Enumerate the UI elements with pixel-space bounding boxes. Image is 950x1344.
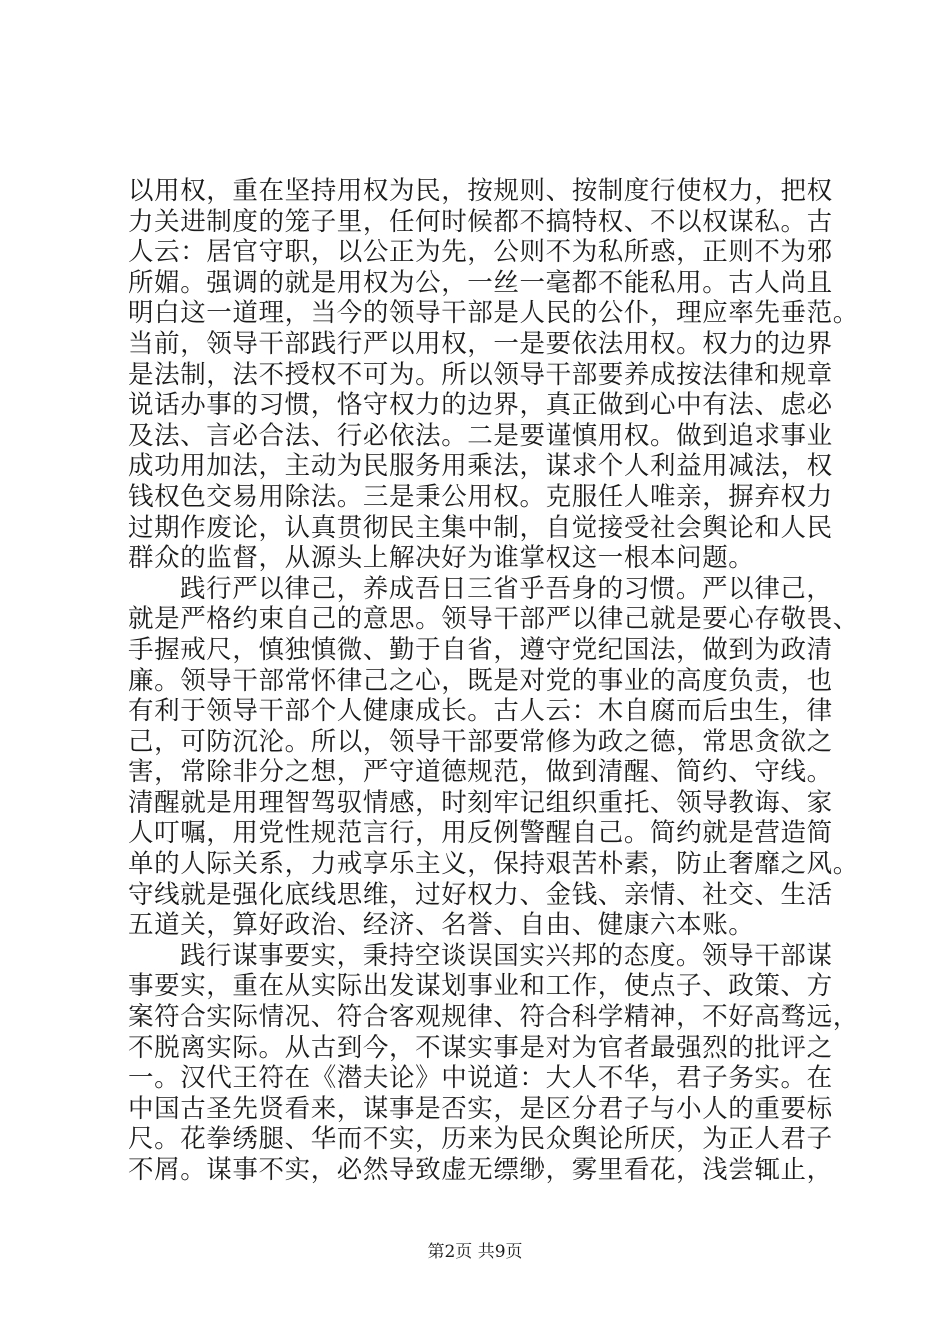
text-line: 及法、言必合法、行必依法。二是要谨慎用权。做到追求事业: [128, 420, 833, 451]
text-line: 中国古圣先贤看来，谋事是否实，是区分君子与小人的重要标: [128, 1093, 833, 1124]
text-line: 事要实，重在从实际出发谋划事业和工作，使点子、政策、方: [128, 971, 833, 1002]
text-line: 以用权，重在坚持用权为民，按规则、按制度行使权力，把权: [128, 176, 833, 206]
text-line: 己，可防沉沦。所以，领导干部要常修为政之德，常思贪欲之: [128, 726, 833, 757]
text-line: 不脱离实际。从古到今，不谋实事是对为官者最强烈的批评之: [128, 1032, 833, 1063]
text-line: 五道关，算好政治、经济、名誉、自由、健康六本账。: [128, 910, 755, 941]
text-line: 所媚。强调的就是用权为公，一丝一毫都不能私用。古人尚且: [128, 267, 833, 298]
page-number-footer: 第2页 共9页: [427, 1242, 523, 1262]
paragraph-first-line: 践行谋事要实，秉持空谈误国实兴邦的态度。领导干部谋: [180, 940, 833, 971]
text-line: 力关进制度的笼子里，任何时候都不搞特权、不以权谋私。古: [128, 206, 833, 237]
text-line: 是法制，法不授权不可为。所以领导干部要养成按法律和规章: [128, 359, 833, 390]
text-line: 明白这一道理，当今的领导干部是人民的公仆，理应率先垂范。: [128, 298, 859, 329]
text-line: 说话办事的习惯，恪守权力的边界，真正做到心中有法、虑必: [128, 390, 833, 421]
text-line: 害，常除非分之想，严守道德规范，做到清醒、简约、守线。: [128, 757, 833, 788]
text-line: 一。汉代王符在《潜夫论》中说道：大人不华，君子务实。在: [128, 1063, 833, 1094]
text-line: 群众的监督，从源头上解决好为谁掌权这一根本问题。: [128, 543, 755, 574]
text-line: 单的人际关系，力戒享乐主义，保持艰苦朴素，防止奢靡之风。: [128, 849, 859, 880]
text-line: 成功用加法，主动为民服务用乘法，谋求个人利益用减法，权: [128, 451, 833, 482]
text-line: 就是严格约束自己的意思。领导干部严以律己就是要心存敬畏、: [128, 604, 859, 635]
text-line: 不屑。谋事不实，必然导致虚无缥缈，雾里看花，浅尝辄止，: [128, 1155, 833, 1185]
paragraph-first-line: 践行严以律己，养成吾日三省乎吾身的习惯。严以律己，: [180, 573, 833, 604]
text-line: 当前，领导干部践行严以用权，一是要依法用权。权力的边界: [128, 328, 833, 359]
text-line: 过期作废论，认真贯彻民主集中制，自觉接受社会舆论和人民: [128, 512, 833, 543]
text-line: 人云：居官守职，以公正为先，公则不为私所惑，正则不为邪: [128, 237, 833, 268]
text-line: 人叮嘱，用党性规范言行，用反例警醒自己。简约就是营造简: [128, 818, 833, 849]
text-line: 尺。花拳绣腿、华而不实，历来为民众舆论所厌，为正人君子: [128, 1124, 833, 1155]
text-line: 廉。领导干部常怀律己之心，既是对党的事业的高度负责，也: [128, 665, 833, 696]
body-text: [128, 176, 859, 1186]
text-line: 守线就是强化底线思维，过好权力、金钱、亲情、社交、生活: [128, 879, 833, 910]
text-line: 清醒就是用理智驾驭情感，时刻牢记组织重托、领导教诲、家: [128, 787, 833, 818]
text-line: 有利于领导干部个人健康成长。古人云：木自腐而后虫生，律: [128, 696, 833, 727]
text-line: 手握戒尺，慎独慎微、勤于自省，遵守党纪国法，做到为政清: [128, 634, 833, 665]
text-line: 钱权色交易用除法。三是秉公用权。克服任人唯亲，摒弃权力: [128, 481, 833, 512]
text-line: 案符合实际情况、符合客观规律、符合科学精神，不好高骛远，: [128, 1002, 859, 1033]
